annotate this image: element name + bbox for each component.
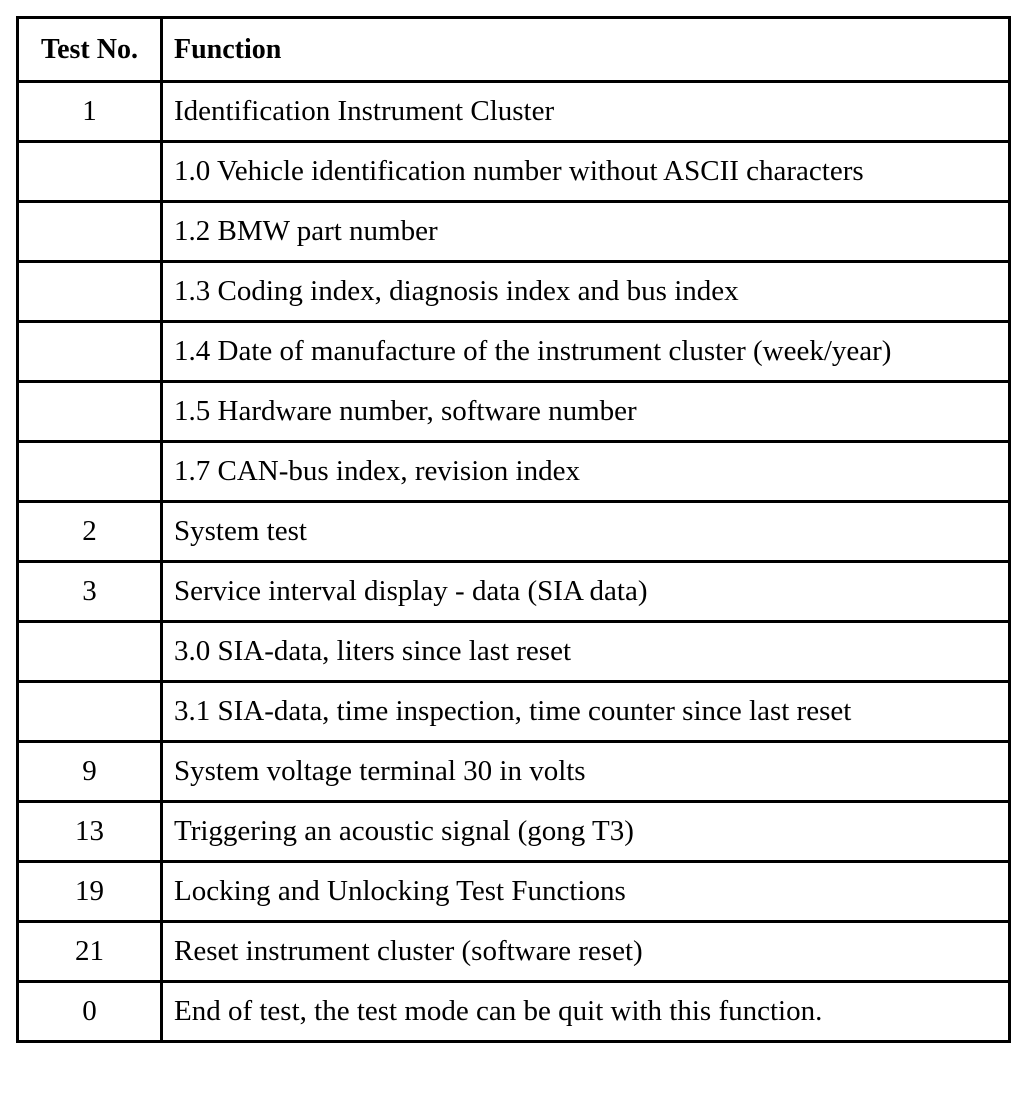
function-cell: 1.0 Vehicle identification number without ASCII characters xyxy=(162,142,1010,202)
function-cell: Reset instrument cluster (software reset) xyxy=(162,922,1010,982)
function-cell: Service interval display - data (SIA data) xyxy=(162,562,1010,622)
table-row xyxy=(18,562,1010,622)
function-cell: Identification Instrument Cluster xyxy=(162,82,1010,142)
table-row xyxy=(18,682,1010,742)
function-cell: End of test, the test mode can be quit with this function. xyxy=(162,982,1010,1042)
table-row xyxy=(18,442,1010,502)
table-row xyxy=(18,862,1010,922)
function-cell: 1.7 CAN-bus index, revision index xyxy=(162,442,1010,502)
function-cell: System test xyxy=(162,502,1010,562)
function-cell: System voltage terminal 30 in volts xyxy=(162,742,1010,802)
table-row xyxy=(18,202,1010,262)
test-no-cell xyxy=(18,322,162,382)
table-row xyxy=(18,982,1010,1042)
function-cell: Triggering an acoustic signal (gong T3) xyxy=(162,802,1010,862)
table-row xyxy=(18,802,1010,862)
table-row xyxy=(18,322,1010,382)
table-row xyxy=(18,922,1010,982)
function-cell: 1.5 Hardware number, software number xyxy=(162,382,1010,442)
test-no-cell xyxy=(18,682,162,742)
test-no-cell xyxy=(18,262,162,322)
test-no-cell xyxy=(18,442,162,502)
test-no-cell xyxy=(18,202,162,262)
test-no-cell: 9 xyxy=(18,742,162,802)
function-cell: Locking and Unlocking Test Functions xyxy=(162,862,1010,922)
test-no-cell: 19 xyxy=(18,862,162,922)
function-cell: 1.4 Date of manufacture of the instrument cluster (week/year) xyxy=(162,322,1010,382)
test-no-cell xyxy=(18,622,162,682)
test-no-cell: 2 xyxy=(18,502,162,562)
test-no-cell xyxy=(18,382,162,442)
table-row xyxy=(18,82,1010,142)
function-cell: 1.2 BMW part number xyxy=(162,202,1010,262)
function-cell: 1.3 Coding index, diagnosis index and bus index xyxy=(162,262,1010,322)
table-row xyxy=(18,262,1010,322)
table-header-row xyxy=(18,18,1010,82)
table-row xyxy=(18,142,1010,202)
test-functions-table-container xyxy=(16,16,1008,1043)
test-no-cell: 21 xyxy=(18,922,162,982)
header-test-no: Test No. xyxy=(18,18,162,82)
table-row xyxy=(18,622,1010,682)
test-no-cell: 0 xyxy=(18,982,162,1042)
function-cell: 3.1 SIA-data, time inspection, time counter since last reset xyxy=(162,682,1010,742)
function-cell: 3.0 SIA-data, liters since last reset xyxy=(162,622,1010,682)
test-functions-table xyxy=(16,16,1011,1043)
test-no-cell xyxy=(18,142,162,202)
table-row xyxy=(18,382,1010,442)
table-row xyxy=(18,502,1010,562)
test-no-cell: 3 xyxy=(18,562,162,622)
header-function: Function xyxy=(162,18,1010,82)
test-no-cell: 1 xyxy=(18,82,162,142)
table-row xyxy=(18,742,1010,802)
test-no-cell: 13 xyxy=(18,802,162,862)
